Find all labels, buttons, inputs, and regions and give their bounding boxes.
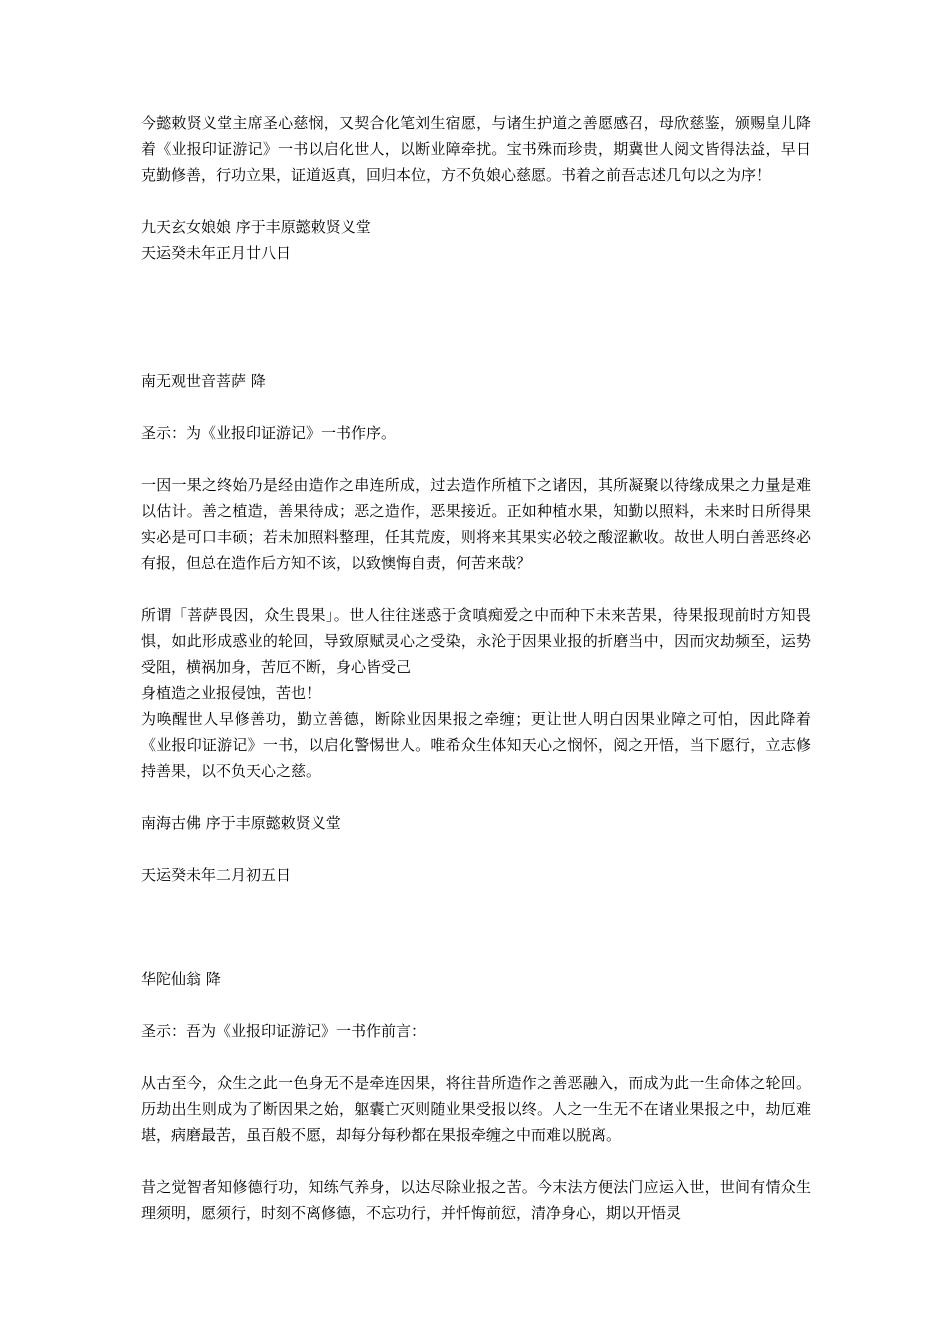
preface2-paragraph-2-end: 身植造之业报侵蚀，苦也！ — [141, 684, 322, 702]
preface2-date: 天运癸未年二月初五日 — [141, 866, 292, 884]
preface2-paragraph-1: 一因一果之终始乃是经由造作之串连所成，过去造作所植下之诸因，其所凝聚以待缘成果之力量是难以估计。善之植造，善果待成；恶之造作，恶果接近。正如种植水果，知勤以照料，未来时日所得果实必是可口丰硕；若未加照料整理，任其荒废，则将来其果实必较之酸涩歉收。故世人明白善恶终必有报，但总在造作后方知不该，以致懊悔自责，何苦来哉？ — [141, 476, 811, 572]
preface2-signature: 南海古佛 序于丰原懿敕贤义堂 — [141, 814, 341, 832]
foreword-intro: 圣示：吾为《业报印证游记》一书作前言： — [141, 1022, 427, 1040]
preface1-date: 天运癸未年正月廿八日 — [141, 244, 292, 262]
preface2-paragraph-3: 为唤醒世人早修善功，勤立善德，断除业因果报之牵缠；更让世人明白因果业障之可怕，因此降着《业报印证游记》一书，以启化警惕世人。唯希众生体知天心之悯怀，阅之开悟，当下愿行，立志修持善果，以不负天心之慈。 — [141, 710, 811, 780]
preface2-paragraph-2: 所谓「菩萨畏因，众生畏果」。世人往往迷惑于贪嗔痴爱之中而种下未来苦果，待果报现前时方知畏惧，如此形成惑业的轮回，导致原赋灵心之受染，永沦于因果业报的折磨当中，因而灾劫频至，运势受阻，横祸加身，苦厄不断，身心皆受己 — [141, 606, 811, 676]
foreword-header: 华陀仙翁 降 — [141, 970, 221, 988]
preface1-body: 今懿敕贤义堂主席圣心慈悯，又契合化笔刘生宿愿，与诸生护道之善愿感召，母欣慈鉴，颁赐皇儿降着《业报印证游记》一书以启化世人，以断业障牵扰。宝书殊而珍贵，期冀世人阅文皆得法益，早日克勤修善，行功立果，证道返真，回归本位，方不负娘心慈愿。书着之前吾志述几句以之为序！ — [141, 114, 811, 184]
preface1-signature: 九天玄女娘娘 序于丰原懿敕贤义堂 — [141, 218, 371, 236]
document-page — [141, 110, 811, 1226]
foreword-paragraph-1: 从古至今，众生之此一色身无不是牵连因果，将往昔所造作之善恶融入，而成为此一生命体之轮回。历劫出生则成为了断因果之始，躯囊亡灭则随业果受报以终。人之一生无不在诸业果报之中，劫厄难堪，病磨最苦，虽百般不愿，却每分每秒都在果报牵缠之中而难以脱离。 — [141, 1074, 811, 1144]
foreword-paragraph-2: 昔之觉智者知修德行功，知练气养身，以达尽除业报之苦。今末法方便法门应运入世，世间有情众生理须明，愿须行，时刻不离修德，不忘功行，并忏悔前愆，清净身心，期以开悟灵 — [141, 1178, 811, 1222]
preface2-header: 南无观世音菩萨 降 — [141, 372, 266, 390]
preface2-intro: 圣示：为《业报印证游记》一书作序。 — [141, 424, 397, 442]
